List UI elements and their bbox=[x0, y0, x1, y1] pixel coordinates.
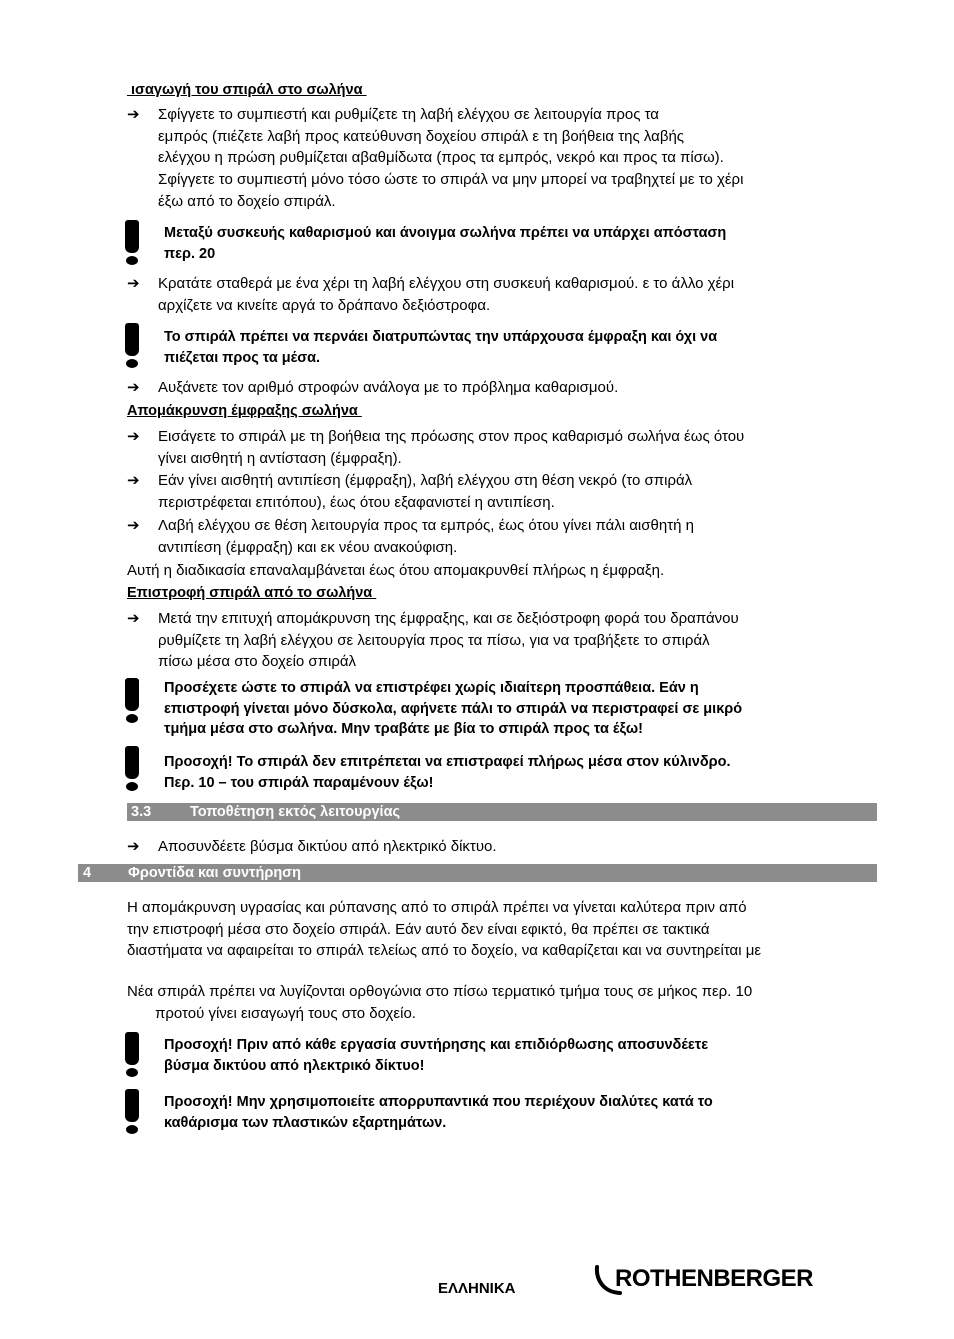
bullet-arrow-icon: ➔ bbox=[127, 428, 140, 445]
bullet-arrow-icon: ➔ bbox=[127, 106, 140, 123]
warning-exclamation-icon bbox=[125, 1032, 139, 1078]
warning-exclamation-icon bbox=[125, 1089, 139, 1135]
section-title: Φροντίδα και συντήρηση bbox=[128, 865, 301, 881]
bullet-arrow-icon: ➔ bbox=[127, 838, 140, 855]
section-title: Τοποθέτηση εκτός λειτουργίας bbox=[190, 804, 401, 820]
bullet-text: Λαβή ελέγχου σε θέση λειτουργία προς τα εμπρός, έως ότου γίνει πάλι αισθητή η αντιπίεση (έμφραξη) και εκ νέου ανακούφιση. bbox=[158, 517, 694, 556]
paragraph-text: Η απομάκρυνση υγρασίας και ρύπανσης από το σπιράλ πρέπει να γίνεται καλύτερα πριν από την επιστροφή μέσα στο δοχείο σπιράλ. Εάν αυτό δεν είναι εφικτό, θα πρέπει σε τακτικά διαστήματα να αφαιρείται το σπιράλ τελείως από το δοχείο, να καθαρίζεται και να συντηρείται με bbox=[127, 899, 762, 959]
warning-exclamation-icon bbox=[125, 746, 139, 792]
footer-language: ΕΛΛΗΝΙΚΑ bbox=[438, 1280, 516, 1297]
bullet-arrow-icon: ➔ bbox=[127, 610, 140, 627]
section-heading-remove-blockage: Απομάκρυνση έμφραξης σωλήνα bbox=[127, 403, 362, 419]
bullet-arrow-icon: ➔ bbox=[127, 517, 140, 534]
warning-exclamation-icon bbox=[125, 220, 139, 266]
bullet-text: Σφίγγετε το συμπιεστή και ρυθμίζετε τη λαβή ελέγχου σε λειτουργία προς τα εμπρός (πιέζετε λαβή προς κατεύθυνση δοχείου σπιράλ ε τη βοήθεια της λαβής ελέγχου η πρώση ρυθμίζεται αβαθμίδωτα (προς τα εμπρός, νεκρό και προς τα πίσω). bbox=[158, 106, 724, 166]
warning-text: Προσοχή! Πριν από κάθε εργασία συντήρησης και επιδιόρθωσης αποσυνδέετε βύσμα δικτύου από ηλεκτρικό δίκτυο! bbox=[164, 1037, 709, 1074]
logo-text: ROTHENBERGER bbox=[615, 1265, 814, 1292]
bullet-arrow-icon: ➔ bbox=[127, 472, 140, 489]
warning-exclamation-icon bbox=[125, 323, 139, 369]
paragraph-text: Νέα σπιράλ πρέπει να λυγίζονται ορθογώνια στο πίσω τερματικό τμήμα τους σε μήκος περ. 10 προτού γίνει εισαγωγή τους στο δοχείο. bbox=[127, 983, 753, 1022]
warning-exclamation-icon bbox=[125, 678, 139, 724]
section-number: 3.3 bbox=[131, 804, 152, 820]
section-bar-3-3 bbox=[127, 803, 877, 821]
section-number: 4 bbox=[83, 865, 92, 881]
warning-text: Μεταξύ συσκευής καθαρισμού και άνοιγμα σωλήνα πρέπει να υπάρχει απόσταση περ. 20 bbox=[164, 225, 727, 262]
warning-text: Το σπιράλ πρέπει να περνάει διατρυπώντας την υπάρχουσα έμφραξη και όχι να πιέζεται προς τα μέσα. bbox=[164, 329, 718, 366]
bullet-text: Κρατάτε σταθερά με ένα χέρι τη λαβή ελέγχου στη συσκευή καθαρισμού. ε το άλλο χέρι αρχίζετε να κινείτε αργά το δράπανο δεξιόστροφα. bbox=[158, 275, 735, 314]
bullet-text: Εάν γίνει αισθητή αντιπίεση (έμφραξη), λαβή ελέγχου στη θέση νεκρό (το σπιράλ περιστρέφεται επιτόπου), έως ότου εξαφανιστεί η αντιπίεση. bbox=[158, 472, 693, 511]
paragraph-text: Αυτή η διαδικασία επαναλαμβάνεται έως ότου απομακρυνθεί πλήρως η έμφραξη. bbox=[127, 562, 665, 579]
section-heading-insert-spiral: ισαγωγή του σπιράλ στο σωλήνα bbox=[127, 82, 367, 98]
warning-text: Προσοχή! Μην χρησιμοποιείτε απορρυπαντικά που περιέχουν διαλύτες κατά το καθάρισμα των πλαστικών εξαρτημάτων. bbox=[164, 1094, 713, 1131]
section-bar-4 bbox=[78, 864, 877, 882]
paragraph-text: Σφίγγετε το συμπιεστή μόνο τόσο ώστε το σπιράλ να μην μπορεί να τραβηχτεί με το χέρι έξω από το δοχείο σπιράλ. bbox=[158, 171, 744, 210]
warning-text: Προσέχετε ώστε το σπιράλ να επιστρέφει χωρίς ιδιαίτερη προσπάθεια. Εάν η επιστροφή γίνεται μόνο δύσκολα, αφήνετε πάλι το σπιράλ να περιστραφεί σε μικρό τμήμα μέσα στο σωλήνα. Μην τραβάτε με βία το σπιράλ προς τα έξω! bbox=[164, 680, 743, 737]
bullet-text: Μετά την επιτυχή απομάκρυνση της έμφραξης, και σε δεξιόστροφη φορά του δραπάνου ρυθμίζετε τη λαβή ελέγχου σε λειτουργία προς τα πίσω, για να τραβήξετε το σπιράλ πίσω μέσα στο δοχείο σπιράλ bbox=[158, 610, 739, 670]
section-heading-return-spiral: Επιστροφή σπιράλ από το σωλήνα bbox=[127, 585, 377, 601]
warning-text: Προσοχή! Το σπιράλ δεν επιτρέπεται να επιστραφεί πλήρως μέσα στον κύλινδρο. Περ. 10 – του σπιράλ παραμένουν έξω! bbox=[164, 754, 731, 791]
bullet-text: Εισάγετε το σπιράλ με τη βοήθεια της πρόωσης στον προς καθαρισμό σωλήνα έως ότου γίνει αισθητή η αντίσταση (έμφραξη). bbox=[158, 428, 745, 467]
bullet-arrow-icon: ➔ bbox=[127, 275, 140, 292]
rothenberger-logo bbox=[594, 1262, 826, 1298]
bullet-arrow-icon: ➔ bbox=[127, 379, 140, 396]
bullet-text: Αυξάνετε τον αριθμό στροφών ανάλογα με το πρόβλημα καθαρισμού. bbox=[158, 379, 619, 396]
bullet-text: Αποσυνδέετε βύσμα δικτύου από ηλεκτρικό δίκτυο. bbox=[158, 838, 497, 855]
